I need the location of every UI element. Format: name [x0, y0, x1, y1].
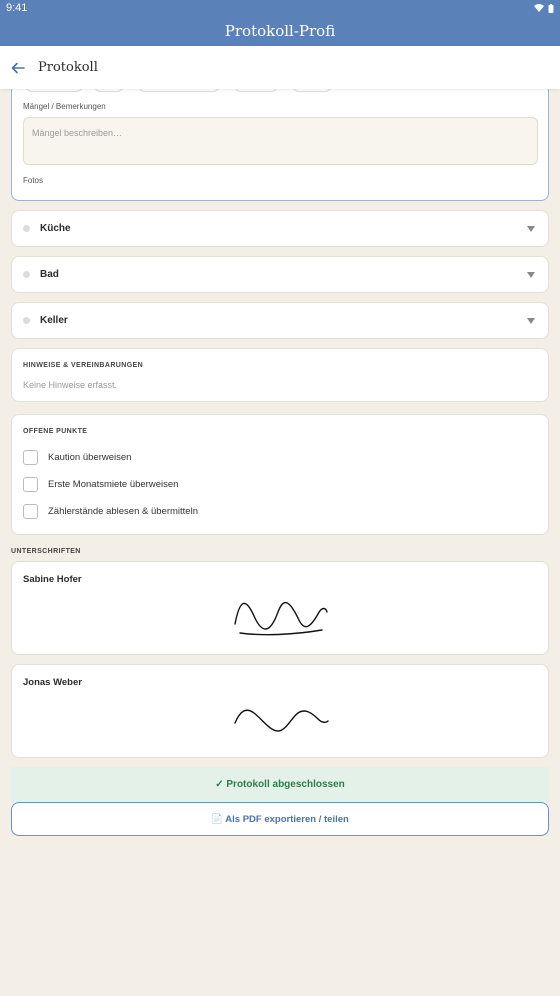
app-title-bar — [0, 16, 560, 46]
open-items-title: OFFENE PUNKTE — [23, 428, 88, 435]
todo-label: Kaution überweisen — [48, 452, 132, 463]
todo-checkbox[interactable] — [23, 504, 38, 519]
todo-item[interactable] — [23, 444, 537, 471]
todo-label: Zählerstände ablesen & übermitteln — [48, 506, 198, 517]
content-scroll-area[interactable] — [0, 89, 560, 996]
signatures-title: UNTERSCHRIFTEN — [11, 548, 81, 555]
todo-checkbox[interactable] — [23, 450, 38, 465]
notes-card — [11, 348, 549, 402]
todo-label: Erste Monatsmiete überweisen — [48, 479, 179, 490]
room-name: Bad — [40, 269, 59, 280]
export-pdf-button[interactable]: 📄 Als PDF exportieren / teilen — [11, 802, 549, 836]
todo-item[interactable] — [23, 471, 537, 498]
signer-name: Jonas Weber — [23, 677, 82, 688]
defects-input[interactable]: Mängel beschreiben… — [23, 117, 538, 165]
notes-title: HINWEISE & VEREINBARUNGEN — [23, 362, 144, 369]
completed-banner: ✓ Protokoll abgeschlossen — [11, 767, 549, 802]
status-dot — [23, 271, 30, 278]
room-name: Keller — [40, 315, 68, 326]
notes-empty-text: Keine Hinweise erfasst. — [23, 380, 118, 390]
status-icons — [534, 4, 554, 13]
battery-icon — [548, 4, 554, 13]
back-button[interactable] — [10, 60, 26, 76]
room-name: Küche — [40, 223, 71, 234]
condition-chip[interactable] — [290, 89, 334, 92]
arrow-left-icon — [11, 61, 25, 75]
page-title: Protokoll — [38, 60, 98, 75]
app-bar — [0, 46, 560, 89]
signature-drawing — [232, 598, 332, 638]
app-title: Protokoll-Profi — [224, 22, 336, 40]
todo-checkbox[interactable] — [23, 477, 38, 492]
signature-card[interactable] — [11, 561, 549, 655]
chevron-down-icon — [526, 316, 536, 326]
wifi-icon — [534, 4, 544, 12]
condition-chip[interactable] — [232, 89, 280, 92]
room-detail-card — [11, 89, 549, 201]
chevron-down-icon — [526, 224, 536, 234]
room-row-bad[interactable] — [11, 256, 549, 293]
status-time: 9:41 — [6, 2, 28, 14]
status-bar — [0, 0, 560, 16]
room-row-kueche[interactable] — [11, 210, 549, 247]
signature-drawing — [232, 701, 332, 741]
condition-chip[interactable] — [23, 89, 85, 92]
room-row-keller[interactable] — [11, 302, 549, 339]
open-items-list — [23, 444, 537, 525]
chevron-down-icon — [526, 270, 536, 280]
photos-label: Fotos — [23, 176, 44, 185]
signer-name: Sabine Hofer — [23, 574, 82, 585]
condition-chip[interactable] — [92, 89, 126, 92]
condition-chip[interactable] — [136, 89, 222, 92]
signature-card[interactable] — [11, 664, 549, 758]
todo-item[interactable] — [23, 498, 537, 525]
open-items-card — [11, 414, 549, 535]
defects-label: Mängel / Bemerkungen — [23, 102, 106, 111]
status-dot — [23, 317, 30, 324]
status-dot — [23, 225, 30, 232]
